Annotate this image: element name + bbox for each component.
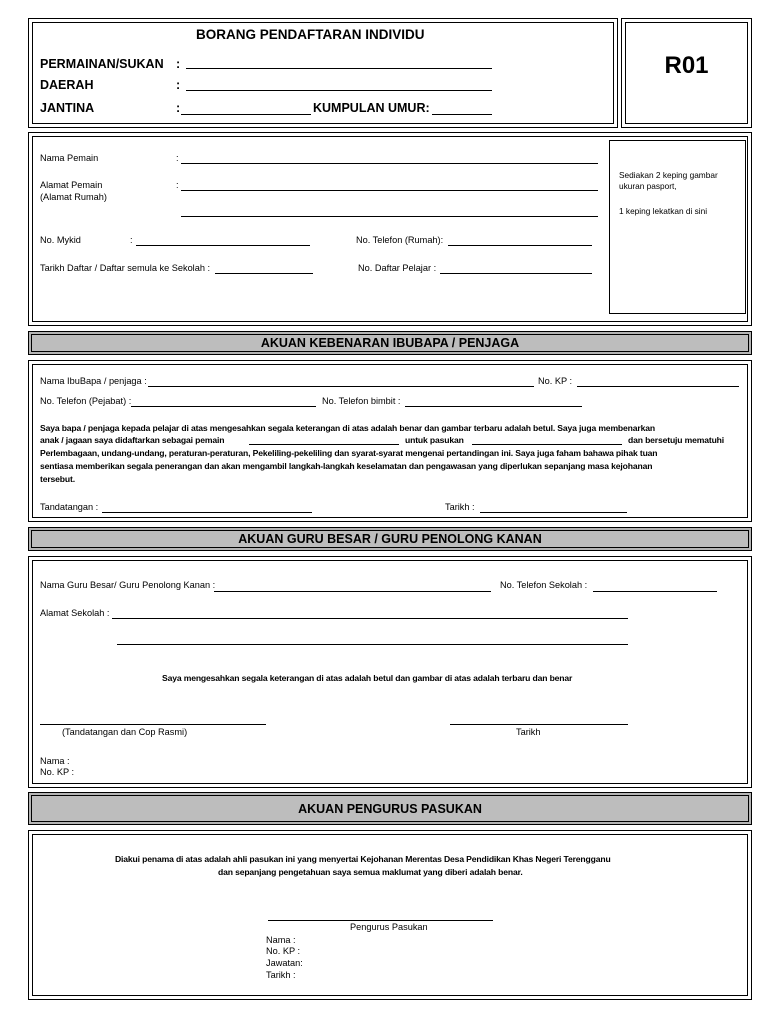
pengurus-statement-1: Diakui penama di atas adalah ahli pasukan ini yang menyertai Kejohanan Merentas Desa Pendidikan Khas Negeri Terengganu bbox=[115, 854, 611, 864]
alamat-pemain-colon: : bbox=[176, 180, 179, 190]
daerah-label: DAERAH bbox=[40, 78, 94, 92]
telefon-rumah-field[interactable] bbox=[448, 245, 592, 246]
daerah-colon: : bbox=[176, 78, 181, 92]
ibubapa-para-2b: untuk pasukan bbox=[405, 435, 464, 445]
mykid-label: No. Mykid bbox=[40, 235, 81, 245]
permainan-colon: : bbox=[176, 57, 181, 71]
alamat-sekolah-field-1[interactable] bbox=[112, 618, 628, 619]
pasukan-field[interactable] bbox=[472, 444, 622, 445]
ibubapa-para-4: sentiasa memberikan segala penerangan dan akan mengambil langkah-langkah keselamatan dan pengawasan yang diperlukan sepanjang masa kejohanan bbox=[40, 461, 653, 471]
guru-nama-label: Nama : bbox=[40, 756, 70, 766]
guru-tarikh-label: Tarikh bbox=[516, 727, 541, 737]
section-title-ibubapa: AKUAN KEBENARAN IBUBAPA / PENJAGA bbox=[31, 334, 749, 352]
ibubapa-tandatangan-label: Tandatangan : bbox=[40, 502, 99, 512]
alamat-pemain-field-2[interactable] bbox=[181, 216, 598, 217]
section-bar-guru bbox=[28, 527, 752, 551]
ibubapa-tarikh-field[interactable] bbox=[480, 512, 627, 513]
ibubapa-para-5: tersebut. bbox=[40, 474, 75, 484]
no-daftar-label: No. Daftar Pelajar : bbox=[358, 263, 437, 273]
pengurus-tandatangan-field[interactable] bbox=[268, 920, 493, 921]
tarikh-daftar-field[interactable] bbox=[215, 273, 313, 274]
permainan-label: PERMAINAN/SUKAN bbox=[40, 57, 164, 71]
ibubapa-para-3: Perlembagaan, undang-undang, peraturan-peraturan, Pekeliling-pekeliling dan syarat-syarat mengenai pertandingan ini. Saya juga faham bahawa pihak tuan bbox=[40, 448, 658, 458]
form-title: BORANG PENDAFTARAN INDIVIDU bbox=[196, 27, 425, 42]
permainan-field[interactable] bbox=[186, 68, 492, 69]
photo-line-3: 1 keping lekatkan di sini bbox=[619, 206, 708, 216]
tel-pejabat-label: No. Telefon (Pejabat) : bbox=[40, 396, 132, 406]
nama-ibubapa-label: Nama IbuBapa / penjaga : bbox=[40, 376, 147, 386]
alamat-pemain-label: Alamat Pemain bbox=[40, 180, 103, 190]
photo-line-2: ukuran pasport, bbox=[619, 181, 677, 191]
nama-ibubapa-field[interactable] bbox=[148, 386, 534, 387]
nokp-ibubapa-label: No. KP : bbox=[538, 376, 573, 386]
photo-box bbox=[609, 140, 746, 314]
daerah-field[interactable] bbox=[186, 90, 492, 91]
nama-pemain-colon: : bbox=[176, 153, 179, 163]
pengurus-tarikh-label: Tarikh : bbox=[266, 970, 296, 980]
pengurus-nama-label: Nama : bbox=[266, 935, 296, 945]
pengurus-statement-2: dan sepanjang pengetahuan saya semua maklumat yang diberi adalah benar. bbox=[218, 867, 523, 877]
pengurus-nokp-label: No. KP : bbox=[266, 946, 301, 956]
alamat-sekolah-label: Alamat Sekolah : bbox=[40, 608, 110, 618]
guru-tarikh-field[interactable] bbox=[450, 724, 628, 725]
tel-sekolah-label: No. Telefon Sekolah : bbox=[500, 580, 588, 590]
pengurus-label: Pengurus Pasukan bbox=[350, 922, 428, 932]
mykid-colon: : bbox=[130, 235, 133, 245]
ibubapa-para-1: Saya bapa / penjaga kepada pelajar di atas mengesahkan segala keterangan di atas adalah benar dan gambar terbaru adalah betul. Saya juga membenarkan bbox=[40, 423, 655, 433]
kumpulan-umur-field[interactable] bbox=[432, 114, 492, 115]
alamat-pemain-field-1[interactable] bbox=[181, 190, 598, 191]
guru-nokp-label: No. KP : bbox=[40, 767, 75, 777]
jantina-colon: : bbox=[176, 101, 181, 115]
section-title-pengurus: AKUAN PENGURUS PASUKAN bbox=[31, 795, 749, 822]
guru-tandatangan-field[interactable] bbox=[40, 724, 266, 725]
nama-pemain-field[interactable] bbox=[181, 163, 598, 164]
jantina-label: JANTINA bbox=[40, 101, 95, 115]
ibubapa-tandatangan-field[interactable] bbox=[102, 512, 312, 513]
tel-bimbit-field[interactable] bbox=[405, 406, 582, 407]
alamat-pemain-sub: (Alamat Rumah) bbox=[40, 192, 107, 202]
ibubapa-tarikh-label: Tarikh : bbox=[445, 502, 475, 512]
jantina-field[interactable] bbox=[181, 114, 311, 115]
nama-guru-field[interactable] bbox=[214, 591, 491, 592]
tel-pejabat-field[interactable] bbox=[131, 406, 316, 407]
guru-tandatangan-label: (Tandatangan dan Cop Rasmi) bbox=[62, 727, 188, 737]
kumpulan-umur-label: KUMPULAN UMUR: bbox=[313, 101, 430, 115]
section-title-guru: AKUAN GURU BESAR / GURU PENOLONG KANAN bbox=[31, 530, 749, 548]
nama-pemain-label: Nama Pemain bbox=[40, 153, 99, 163]
ibubapa-para-2a: anak / jagaan saya didaftarkan sebagai pemain bbox=[40, 435, 225, 445]
mykid-field[interactable] bbox=[136, 245, 310, 246]
section-bar-pengurus bbox=[28, 792, 752, 825]
tarikh-daftar-label: Tarikh Daftar / Daftar semula ke Sekolah : bbox=[40, 263, 211, 273]
form-code: R01 bbox=[664, 52, 709, 79]
no-daftar-field[interactable] bbox=[440, 273, 592, 274]
photo-line-1: Sediakan 2 keping gambar bbox=[619, 170, 718, 180]
tel-bimbit-label: No. Telefon bimbit : bbox=[322, 396, 401, 406]
section-bar-ibubapa bbox=[28, 331, 752, 355]
alamat-sekolah-field-2[interactable] bbox=[117, 644, 628, 645]
tel-sekolah-field[interactable] bbox=[593, 591, 717, 592]
telefon-rumah-label: No. Telefon (Rumah): bbox=[356, 235, 444, 245]
pemain-sukan-field[interactable] bbox=[249, 444, 399, 445]
nama-guru-label: Nama Guru Besar/ Guru Penolong Kanan : bbox=[40, 580, 216, 590]
ibubapa-para-2c: dan bersetuju mematuhi bbox=[628, 435, 725, 445]
pengurus-jawatan-label: Jawatan: bbox=[266, 958, 303, 968]
guru-statement: Saya mengesahkan segala keterangan di atas adalah betul dan gambar di atas adalah terbaru dan benar bbox=[162, 673, 573, 683]
nokp-ibubapa-field[interactable] bbox=[577, 386, 739, 387]
